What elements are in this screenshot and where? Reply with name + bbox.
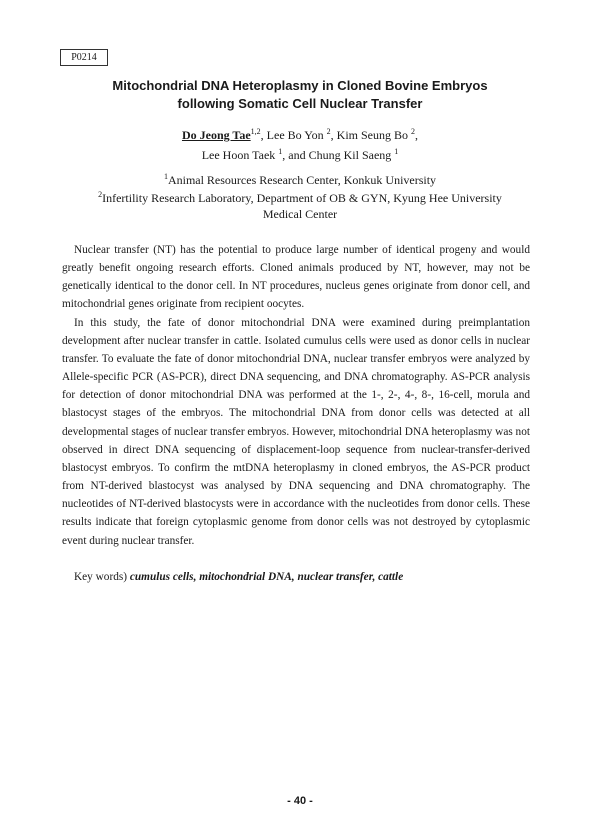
affiliation-1: [60, 172, 540, 188]
author-3: Kim Seung Bo: [336, 128, 409, 142]
author-4: Lee Hoon Taek: [201, 148, 276, 162]
title-line-1: Mitochondrial DNA Heteroplasmy in Cloned Bovine Embryos: [112, 78, 488, 93]
abstract-body: [62, 241, 530, 550]
affiliation-2-continued: Medical Center: [262, 207, 338, 221]
abstract-code-box: P0214: [60, 49, 108, 66]
title-line-2: following Somatic Cell Nuclear Transfer: [177, 96, 423, 111]
page-number: - 40 -: [287, 795, 313, 807]
author-5-sup: 1: [394, 147, 399, 156]
keywords-terms: cumulus cells, mitochondrial DNA, nuclear transfer, cattle: [129, 571, 404, 583]
author-5: Chung Kil Saeng: [308, 148, 392, 162]
affiliation-1-text: Animal Resources Research Center, Konkuk University: [167, 173, 437, 187]
abstract-paragraph-1: Nuclear transfer (NT) has the potential to produce large number of identical progeny and would greatly benefit ongoing research efforts. Cloned animals produced by NT, however, may not be genetically identical to the donor cell. In NT procedures, nucleus genes originate from donor cell, and mitochondrial genes originate from recipient oocytes.: [62, 244, 530, 311]
keywords-line: [74, 569, 534, 585]
affiliation-2-text: Infertility Research Laboratory, Department of OB & GYN, Kyung Hee University: [102, 191, 502, 205]
keywords-label: Key words): [74, 571, 128, 583]
authors-line-1: Do Jeong Tae$^{1,2}$, Lee Bo Yon $^2$, Kim Seung Bo $^2$,: [181, 127, 419, 142]
presenting-author: Do Jeong Tae: [181, 128, 251, 142]
affiliation-2: [60, 190, 540, 206]
author-4-sup: 1: [278, 147, 283, 156]
author-conjunction: , and: [282, 148, 306, 162]
author-2-sup: 2: [326, 127, 331, 136]
affiliation-1-sup: 1: [163, 172, 168, 181]
author-2: Lee Bo Yon: [266, 128, 324, 142]
affiliation-2-sup: 2: [98, 190, 103, 199]
abstract-paragraph-2: In this study, the fate of donor mitochondrial DNA were examined during preimplantation development after nuclear transfer in cattle. Isolated cumulus cells were used as donor cells in nuclear transfer. To evaluate the fate of donor mitochondrial DNA, nuclear transfer embryos were analyzed by Allele-specific PCR (AS-PCR), direct DNA sequencing, and DNA chromatography. AS-PCR analysis for detection of donor mitochondrial DNA was performed at the 1-, 2-, 4-, 8-, 16-cell, morula and blastocyst stages of the embryos. The mitochondrial DNA from donor cells was detected at all developmental stages of nuclear transfer embryos. However, mitochondrial DNA heteroplasmy was not observed in direct DNA sequencing of displacement-loop sequence from nuclear-transfer-derived blastocyst embryos. To confirm the mtDNA heteroplasmy in cloned embryos, the AS-PCR product from NT-derived blastocyst was analysed by DNA sequencing and DNA chromatography. The nucleotides of NT-derived blastocysts were in accordance with the nucleotides from donor cells. These results indicate that foreign cytoplasmic genome from donor cells was not destroyed by cytoplasmic event during nuclear transfer.: [62, 316, 530, 547]
authors-line-2: [60, 147, 540, 164]
author-3-sup: 2: [411, 127, 416, 136]
presenter-affil-sup: 1,2: [250, 127, 261, 136]
